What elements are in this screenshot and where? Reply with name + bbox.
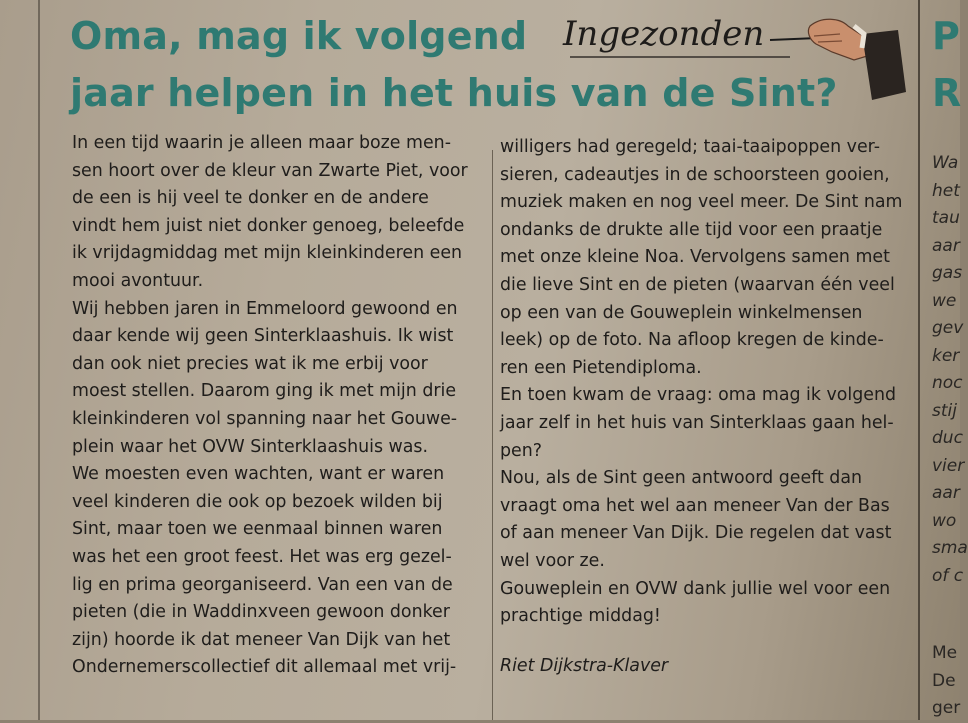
next-article-text-fragment: aar	[932, 235, 960, 256]
article-text-line: leek) op de foto. Na afloop kregen de kinde-	[500, 330, 884, 351]
signature-spacer	[500, 631, 910, 653]
article-text-line: daar kende wij geen Sinterklaashuis. Ik wist	[72, 326, 454, 347]
next-article-text-fragment: het	[932, 180, 960, 201]
article-text-line: In een tijd waarin je alleen maar boze men-	[72, 133, 451, 153]
article-column-2	[500, 134, 910, 680]
next-article-column-fragment	[932, 150, 968, 590]
article-text-line: sieren, cadeautjes in de schoorsteen gooien,	[500, 164, 890, 185]
article-column-1	[72, 130, 482, 682]
article-text-line: sen hoort over de kleur van Zwarte Piet, voor	[72, 160, 468, 181]
article-text-line: dan ook niet precies wat ik me erbij voor	[72, 353, 428, 374]
article-text-line: willigers had geregeld; taai-taaipoppen ver-	[500, 137, 880, 157]
next-article-text-fragment: sma	[932, 538, 968, 558]
article-text-line: kleinkinderen vol spanning naar het Gouwe-	[72, 408, 458, 429]
article-text-line: vraagt oma het wel aan meneer Van der Bas	[500, 495, 890, 516]
next-article-text-fragment: of c	[932, 565, 964, 586]
article-text-line: Gouweplein en OVW dank jullie wel voor een	[500, 578, 891, 599]
hand-with-pen-icon	[770, 8, 910, 108]
article-text-line: pieten (die in Waddinxveen gewoon donker	[72, 602, 450, 623]
next-article-text-fragment: gev	[932, 318, 964, 338]
next-article-text-fragment: noc	[932, 373, 963, 393]
article-text-line: We moesten even wachten, want er waren	[72, 464, 445, 485]
article-text-line: met onze kleine Noa. Vervolgens samen met	[500, 247, 890, 268]
next-article-text-fragment: tau	[932, 208, 960, 228]
article-text-line: die lieve Sint en de pieten (waarvan één veel	[500, 274, 895, 295]
next-article-text-fragment: De	[932, 670, 956, 691]
article-text-line: En toen kwam de vraag: oma mag ik volgend	[500, 385, 897, 406]
article-text-line: ondanks de drukte alle tijd voor een praatje	[500, 219, 883, 240]
headline-line-1: Oma, mag ik volgend	[70, 14, 528, 58]
next-article-text-fragment: ger	[932, 698, 961, 718]
next-headline-line-1: P	[932, 14, 960, 58]
article-text-line: zijn) hoorde ik dat meneer Van Dijk van het	[72, 629, 451, 650]
kicker-underline	[570, 56, 790, 58]
next-article-text-fragment: gas	[932, 263, 963, 283]
article-text-line: vindt hem juist niet donker genoeg, beleefde	[72, 215, 465, 236]
next-article-text-fragment: wo	[932, 510, 957, 531]
article-text-line: ik vrijdagmiddag met mijn kleinkinderen een	[72, 243, 463, 264]
page-edge-rule	[38, 0, 40, 720]
article-text-line: Sint, maar toen we eenmaal binnen waren	[72, 519, 443, 540]
next-article-text-fragment: stij	[932, 400, 957, 421]
next-article-text-fragment: duc	[932, 428, 963, 448]
author-signature: Riet Dijkstra-Klaver	[500, 655, 669, 676]
article-text-line: wel voor ze.	[500, 550, 605, 571]
next-article-text-fragment: ker	[932, 345, 960, 366]
next-article-column-fragment-2	[932, 640, 960, 723]
next-headline-line-2: R	[932, 71, 962, 115]
article-text-line: muziek maken en nog veel meer. De Sint nam	[500, 192, 903, 213]
column-divider	[492, 150, 493, 720]
article-text-line: Nou, als de Sint geen antwoord geeft dan	[500, 468, 863, 489]
article-text-line: prachtige middag!	[500, 606, 661, 627]
article-text-line: of aan meneer Van Dijk. Die regelen dat vast	[500, 523, 892, 544]
page-gutter-rule	[918, 0, 920, 720]
article-text-line: op een van de Gouweplein winkelmensen	[500, 302, 863, 323]
article-text-line: lig en prima georganiseerd. Van een van de	[72, 574, 453, 595]
headline-line-2: jaar helpen in het huis van de Sint?	[70, 71, 838, 115]
article-text-line: was het een groot feest. Het was erg gezel-	[72, 546, 452, 567]
next-article-text-fragment: vier	[932, 455, 965, 476]
article-text-line: Wij hebben jaren in Emmeloord gewoond en	[72, 298, 458, 319]
article-text-line: de een is hij veel te donker en de andere	[72, 188, 429, 209]
next-article-text-fragment: Wa	[932, 153, 959, 173]
article-text-line: mooi avontuur.	[72, 270, 204, 291]
next-article-text-fragment: we	[932, 290, 957, 311]
article-text-line: veel kinderen die ook op bezoek wilden bij	[72, 491, 443, 512]
next-article-headline-fragment	[932, 8, 961, 122]
article-text-line: plein waar het OVW Sinterklaashuis was.	[72, 436, 429, 457]
article-text-line: moest stellen. Daarom ging ik met mijn drie	[72, 381, 457, 402]
next-article-text-fragment: Me	[932, 643, 958, 663]
next-article-text-fragment: aar	[932, 483, 960, 503]
section-kicker: Ingezonden	[563, 14, 765, 54]
article-text-line: jaar zelf in het huis van Sinterklaas gaan hel-	[500, 412, 894, 433]
article-text-line: pen?	[500, 440, 542, 461]
article-text-line: ren een Pietendiploma.	[500, 357, 702, 378]
article-text-line: Ondernemerscollectief dit allemaal met vrij-	[72, 657, 457, 678]
